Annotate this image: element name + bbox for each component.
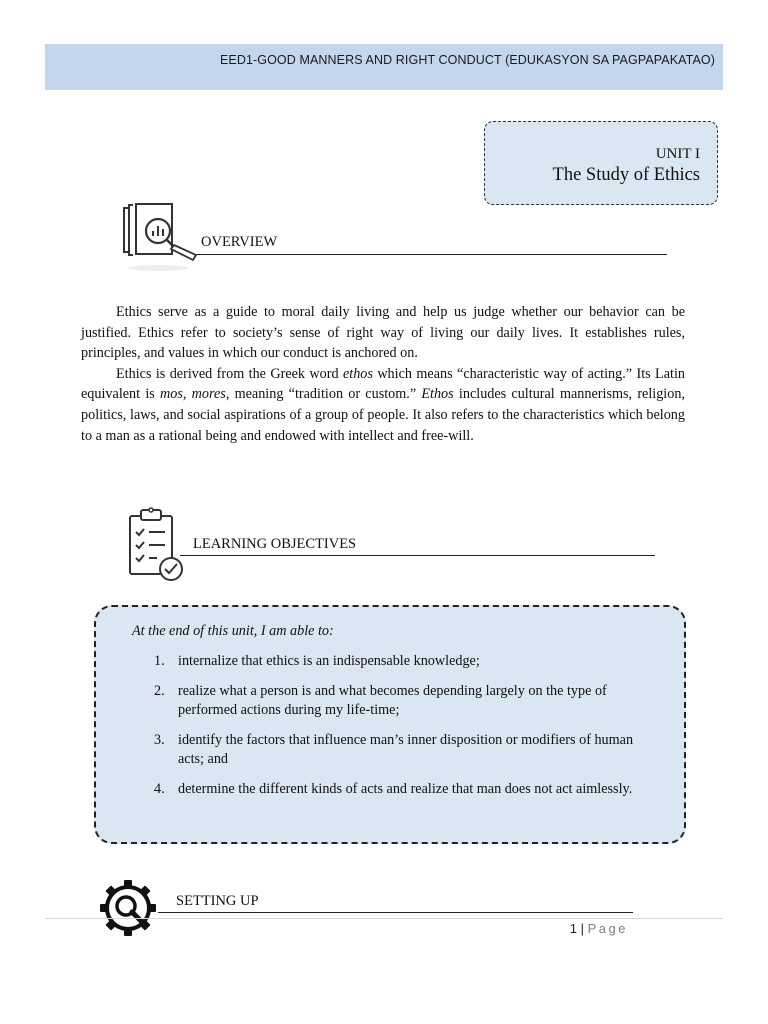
- objective-item: 4. determine the different kinds of acts and realize that man does not act aimlessly.: [154, 780, 633, 797]
- clipboard-checklist-icon: [127, 506, 185, 584]
- overview-rule: [196, 254, 667, 255]
- objective-item: 3. identify the factors that influence man’s inner disposition or modifiers of human acts; and: [154, 731, 634, 767]
- document-magnifier-icon: [118, 200, 202, 276]
- header-band: [45, 44, 723, 90]
- unit-box: [484, 121, 718, 205]
- objectives-list: [144, 652, 644, 809]
- overview-paragraph-1: Ethics serve as a guide to moral daily living and help us judge whether our behavior can be justified. Ethics refer to society’s sense of right way of living our daily lives. It establishes rules, principles, and values in which our conduct is anchored on.: [81, 304, 685, 362]
- page-separator: |: [580, 921, 584, 936]
- unit-label: UNIT I: [655, 146, 700, 162]
- learning-objectives-heading: LEARNING OBJECTIVES: [193, 536, 357, 552]
- course-title: EED1-GOOD MANNERS AND RIGHT CONDUCT (EDUKASYON SA PAGPAPAKATAO): [219, 53, 715, 67]
- learning-objectives-rule: [180, 555, 655, 556]
- setting-up-heading: SETTING UP: [176, 893, 259, 909]
- overview-heading: OVERVIEW: [201, 234, 278, 250]
- page-number: 1: [569, 921, 577, 936]
- gear-search-icon: [98, 878, 158, 938]
- objectives-intro: At the end of this unit, I am able to:: [132, 623, 334, 639]
- objectives-box: [94, 605, 686, 844]
- page-word: Page: [587, 921, 628, 936]
- page-footer: [570, 921, 628, 936]
- overview-text: [81, 302, 685, 446]
- objective-item: 2. realize what a person is and what becomes depending largely on the type of performed actions during my life-time;: [154, 682, 607, 718]
- overview-paragraph-2: Ethics is derived from the Greek word ethos which means “characteristic way of acting.” Its Latin equivalent is mos, mores, meaning “tradition or custom.” Ethos includes cultural mannerisms, religion, politics, laws, and social aspirations of a group of people. It also refers to the characteristics which belong to a man as a rational being and endowed with intellect and free-will.: [81, 365, 685, 444]
- setting-up-rule: [158, 912, 633, 913]
- unit-title: The Study of Ethics: [552, 165, 700, 185]
- objective-item: 1. internalize that ethics is an indispensable knowledge;: [154, 653, 480, 669]
- footer-divider: [45, 918, 723, 919]
